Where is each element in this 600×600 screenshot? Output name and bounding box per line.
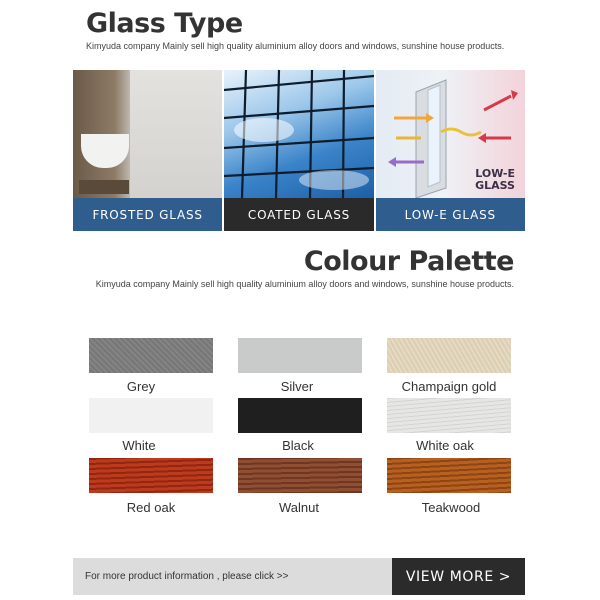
- low-e-overlay-text: LOW-E GLASS: [475, 167, 515, 192]
- glass-type-row: [73, 70, 525, 231]
- low-e-glass-card[interactable]: [376, 70, 525, 231]
- swatch-label-teakwood: Teakwood: [421, 500, 481, 515]
- bottom-bar: [73, 558, 525, 595]
- swatch-red-oak: [89, 458, 213, 493]
- swatch-label-silver: Silver: [280, 379, 314, 394]
- swatch-grey: [89, 338, 213, 373]
- swatch-label-white-oak: White oak: [416, 438, 474, 453]
- swatch-label-red-oak: Red oak: [126, 500, 176, 515]
- colour-palette-subtitle: Kimyuda company Mainly sell high quality aluminium alloy doors and windows, sunshine house products.: [95, 279, 514, 289]
- colour-palette-title: Colour Palette: [303, 246, 514, 277]
- more-info-text[interactable]: For more product information , please click >>: [73, 558, 392, 595]
- frosted-glass-image: [73, 70, 222, 198]
- swatch-label-champaign-gold: Champaign gold: [401, 379, 497, 394]
- frosted-glass-card[interactable]: [73, 70, 222, 231]
- swatch-label-grey: Grey: [126, 379, 156, 394]
- swatch-black: [238, 398, 362, 433]
- coated-glass-image: [224, 70, 373, 198]
- swatch-label-white: White: [122, 438, 156, 453]
- low-e-glass-label: LOW-E GLASS: [376, 198, 525, 231]
- swatch-label-black: Black: [282, 438, 314, 453]
- view-more-button[interactable]: VIEW MORE >: [392, 558, 525, 595]
- glass-type-title: Glass Type: [86, 8, 243, 39]
- swatch-white: [89, 398, 213, 433]
- swatch-teakwood: [387, 458, 511, 493]
- coated-glass-label: COATED GLASS: [224, 198, 373, 231]
- swatch-label-walnut: Walnut: [279, 500, 319, 515]
- glass-type-subtitle: Kimyuda company Mainly sell high quality aluminium alloy doors and windows, sunshine house products.: [86, 41, 505, 51]
- swatch-silver: [238, 338, 362, 373]
- low-e-glass-diagram: [376, 70, 525, 198]
- coated-glass-card[interactable]: [224, 70, 373, 231]
- swatch-white-oak: [387, 398, 511, 433]
- frosted-glass-label: FROSTED GLASS: [73, 198, 222, 231]
- swatch-walnut: [238, 458, 362, 493]
- swatch-champaign-gold: [387, 338, 511, 373]
